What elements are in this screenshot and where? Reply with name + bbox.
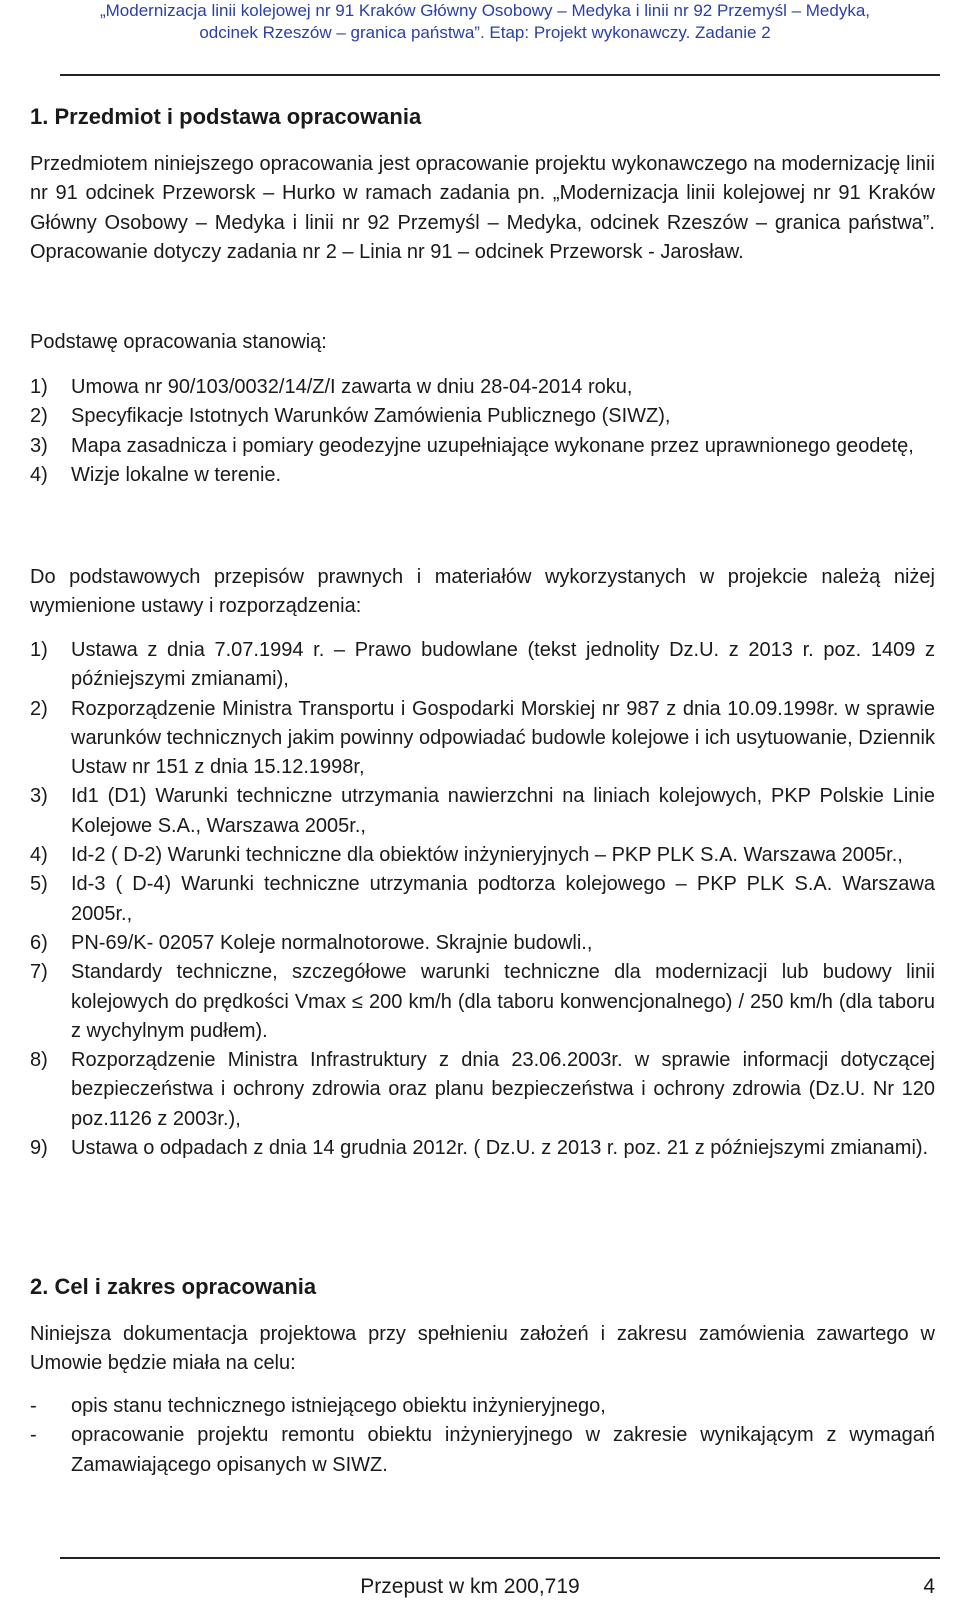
list-number: 9) [30, 1137, 48, 1160]
section-2-intro: Niniejsza dokumentacja projektowa przy spełnieniu założeń i zakresu zamówienia zawartego w Umowie będzie miała na celu: [30, 1323, 935, 1375]
list-item [30, 1392, 935, 1421]
list-number: 4) [30, 463, 48, 486]
list-number: 8) [30, 1049, 48, 1072]
list-text: Id-3 ( D-4) Warunki techniczne utrzymania podtorza kolejowego – PKP PLK S.A. Warszawa 2005r., [71, 873, 935, 925]
list-item [30, 402, 935, 431]
section-1-intro: Przedmiotem niniejszego opracowania jest opracowanie projektu wykonawczego na modernizację linii nr 91 odcinek Przeworsk – Hurko w ramach zadania pn. „Modernizacja linii kolejowej nr 91 Kraków Główny Osobowy – Medyka i linii nr 92 Przemyśl – Medyka, odcinek Rzeszów – granica państwa”. Opracowanie dotyczy zadania nr 2 – Linia nr 91 – odcinek Przeworsk - Jarosław. [30, 153, 935, 263]
list-number: 5) [30, 873, 48, 896]
list-item [30, 1134, 935, 1163]
header-line-2: odcinek Rzeszów – granica państwa”. Etap: Projekt wykonawczy. Zadanie 2 [199, 23, 771, 42]
list-text: PN-69/K- 02057 Koleje normalnotorowe. Skrajnie budowli., [71, 931, 593, 954]
list-text: Rozporządzenie Ministra Transportu i Gospodarki Morskiej nr 987 z dnia 10.09.1998r. w sprawie warunków technicznych jakim powinny odpowiadać budowle kolejowe i ich usytuowanie, Dziennik Ustaw nr 151 z dnia 15.12.1998r, [71, 697, 935, 779]
header-line-1: „Modernizacja linii kolejowej nr 91 Kraków Główny Osobowy – Medyka i linii nr 92 Przemyśl – Medyka, [99, 1, 871, 20]
list-item [30, 782, 935, 841]
list-text: Wizje lokalne w terenie. [71, 463, 282, 486]
list-text: Ustawa o odpadach z dnia 14 grudnia 2012r. ( Dz.U. z 2013 r. poz. 21 z późniejszymi zmianami). [71, 1137, 929, 1160]
list-number: 2) [30, 405, 48, 428]
page-number: 4 [923, 1575, 935, 1598]
list-text: Id1 (D1) Warunki techniczne utrzymania nawierzchni na liniach kolejowych, PKP Polskie Linie Kolejowe S.A., Warszawa 2005r., [71, 785, 935, 837]
list-item [30, 695, 935, 783]
list-text: Ustawa z dnia 7.07.1994 r. – Prawo budowlane (tekst jednolity Dz.U. z 2013 r. poz. 1409 z późniejszymi zmianami), [71, 639, 935, 691]
running-header [30, 0, 940, 44]
list-text: Umowa nr 90/103/0032/14/Z/I zawarta w dniu 28-04-2014 roku, [71, 376, 633, 398]
list-number: 1) [30, 639, 48, 661]
list-bullet: - [30, 1424, 37, 1447]
list-item [30, 1046, 935, 1134]
list-item [30, 870, 935, 929]
list-item [30, 461, 935, 490]
section-1-heading: 1. Przedmiot i podstawa opracowania [30, 104, 422, 129]
list-text: Mapa zasadnicza i pomiary geodezyjne uzupełniające wykonane przez uprawnionego geodetę, [71, 434, 914, 457]
list-number: 3) [30, 785, 48, 808]
list-number: 2) [30, 697, 48, 720]
list-bullet: - [30, 1395, 37, 1417]
list-text: Rozporządzenie Ministra Infrastruktury z dnia 23.06.2003r. w sprawie informacji dotyczącej bezpieczeństwa i ochrony zdrowia oraz planu bezpieczeństwa i ochrony zdrowia (Dz.U. Nr 120 poz.1126 z 2003r.), [71, 1049, 935, 1130]
law-label: Do podstawowych przepisów prawnych i materiałów wykorzystanych w projekcie należą niżej wymienione ustawy i rozporządzenia: [30, 566, 935, 618]
basis-list [30, 373, 935, 490]
list-text: opis stanu technicznego istniejącego obiektu inżynieryjnego, [71, 1395, 606, 1417]
list-item [30, 432, 935, 461]
list-number: 3) [30, 434, 48, 457]
section-2-heading: 2. Cel i zakres opracowania [30, 1274, 317, 1299]
list-item [30, 929, 935, 958]
list-text: Specyfikacje Istotnych Warunków Zamówienia Publicznego (SIWZ), [71, 405, 671, 428]
footer-title: Przepust w km 200,719 [360, 1575, 580, 1598]
basis-label: Podstawę opracowania stanowią: [30, 331, 327, 353]
list-text: opracowanie projektu remontu obiektu inżynieryjnego w zakresie wynikającym z wymagań Zamawiającego opisanych w SIWZ. [71, 1424, 935, 1476]
list-number: 1) [30, 376, 48, 398]
list-number: 7) [30, 961, 48, 984]
list-item [30, 373, 935, 402]
scope-list [30, 1392, 935, 1480]
footer-rule [60, 1557, 940, 1559]
law-list [30, 636, 935, 1163]
list-number: 4) [30, 844, 48, 867]
list-item [30, 636, 935, 695]
list-item [30, 958, 935, 1046]
list-item [30, 841, 935, 870]
header-rule [60, 74, 940, 76]
list-number: 6) [30, 931, 48, 954]
list-text: Standardy techniczne, szczegółowe warunki techniczne dla modernizacji lub budowy linii kolejowych do prędkości Vmax ≤ 200 km/h (dla taboru konwencjonalnego) / 250 km/h (dla taboru z wychylnym pudłem). [71, 961, 935, 1042]
list-text: Id-2 ( D-2) Warunki techniczne dla obiektów inżynieryjnych – PKP PLK S.A. Warszawa 2005r., [71, 844, 903, 867]
list-item [30, 1421, 935, 1480]
